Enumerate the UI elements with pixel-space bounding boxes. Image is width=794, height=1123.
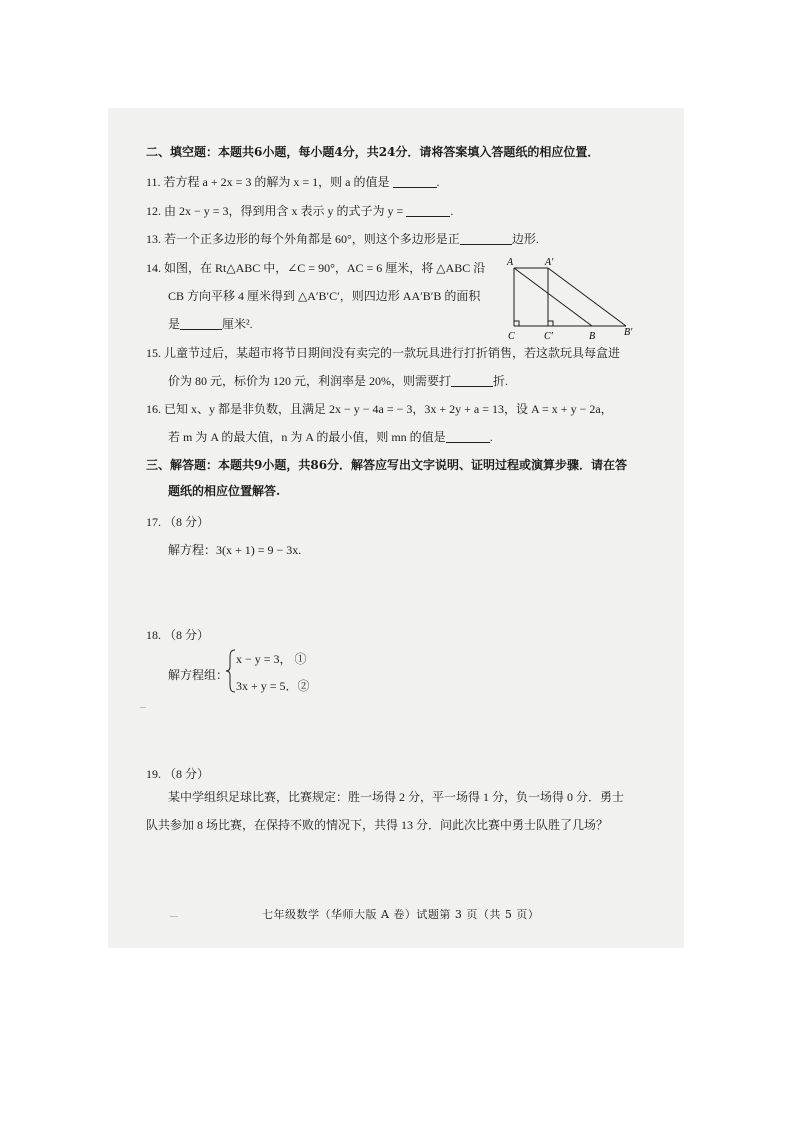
right-angle-mark-cprime bbox=[548, 321, 553, 326]
scan-mark bbox=[140, 707, 146, 708]
question-18-title: 18. （8 分） bbox=[146, 628, 210, 642]
question-14-prefix: 是 bbox=[168, 317, 181, 331]
scan-mark bbox=[170, 916, 178, 917]
label-c-prime: C′ bbox=[544, 331, 553, 342]
question-11-text: 11. 若方程 a + 2x = 3 的解为 x = 1，则 a 的值是 bbox=[146, 175, 390, 189]
question-12-text: 12. 由 2x − y = 3，得到用含 x 表示 y 的式子为 y = bbox=[146, 204, 404, 218]
answer-blank bbox=[460, 232, 512, 245]
section-3-header-line-2: 题纸的相应位置解答. bbox=[168, 484, 281, 498]
question-14-line-2: CB 方向平移 4 厘米得到 △A′B′C′，则四边形 AA′B′B 的面积 bbox=[168, 289, 481, 303]
question-14-suffix: 厘米². bbox=[222, 317, 253, 331]
translation-figure bbox=[500, 254, 650, 346]
answer-blank bbox=[451, 374, 493, 387]
page-footer: 七年级数学（华师大版 A 卷）试题第 3 页（共 5 页） bbox=[262, 908, 540, 921]
question-16-line-1: 16. 已知 x、y 都是非负数，且满足 2x − y − 4a = − 3，3x + 2y + a = 13，设 A = x + y − 2a， bbox=[146, 402, 613, 416]
segment-ab bbox=[514, 268, 592, 326]
question-16-suffix: . bbox=[489, 430, 493, 444]
question-15-line-2 bbox=[168, 373, 508, 389]
section-3-header-line-1: 三、解答题：本题共9小题，共86分．解答应写出文字说明、证明过程或演算步骤．请在答 bbox=[146, 458, 628, 472]
label-c: C bbox=[508, 331, 515, 342]
question-19-line-2: 队共参加 8 场比赛，在保持不败的情况下，共得 13 分．问此次比赛中勇士队胜了几场？ bbox=[146, 818, 609, 832]
question-13 bbox=[146, 231, 539, 247]
section-2-header: 二、填空题：本题共6小题，每小题4分，共24分．请将答案填入答题纸的相应位置． bbox=[146, 145, 600, 159]
question-15-suffix: 折. bbox=[493, 374, 509, 388]
question-16-line-2 bbox=[168, 429, 493, 445]
answer-blank bbox=[446, 430, 490, 443]
question-12 bbox=[146, 203, 453, 219]
answer-blank bbox=[393, 175, 437, 188]
label-a-prime: A′ bbox=[545, 257, 554, 268]
question-16-prefix: 若 m 为 A 的最大值，n 为 A 的最小值，则 mn 的值是 bbox=[168, 430, 446, 444]
question-14-line-1: 14. 如图，在 Rt△ABC 中，∠C = 90°，AC = 6 厘米，将 △ABC 沿 bbox=[146, 261, 486, 275]
label-b: B bbox=[589, 331, 596, 342]
equation-2: 3x + y = 5．② bbox=[236, 679, 310, 693]
segment-aprime-bprime bbox=[548, 268, 626, 326]
right-angle-mark-c bbox=[514, 321, 519, 326]
answer-blank bbox=[180, 317, 222, 330]
question-14-line-3 bbox=[168, 316, 253, 332]
label-b-prime: B′ bbox=[624, 327, 633, 338]
question-11 bbox=[146, 174, 440, 190]
equation-1: x − y = 3， ① bbox=[236, 652, 307, 666]
question-11-tail: . bbox=[436, 175, 440, 189]
question-17-title: 17. （8 分） bbox=[146, 515, 210, 529]
question-17-body: 解方程：3(x + 1) = 9 − 3x. bbox=[168, 543, 302, 557]
question-13-text: 13. 若一个正多边形的每个外角都是 60°，则这个多边形是正 bbox=[146, 232, 460, 246]
question-13-tail: 边形. bbox=[511, 232, 539, 246]
question-19-line-1: 某中学组织足球比赛，比赛规定：胜一场得 2 分，平一场得 1 分，负一场得 0 分．勇士 bbox=[168, 790, 625, 804]
question-18-label: 解方程组： bbox=[168, 668, 229, 682]
question-15-line-1: 15. 儿童节过后，某超市将节日期间没有卖完的一款玩具进行打折销售，若这款玩具每盒进 bbox=[146, 346, 621, 360]
answer-blank bbox=[406, 204, 450, 217]
question-15-prefix: 价为 80 元，标价为 120 元，利润率是 20%，则需要打 bbox=[168, 374, 451, 388]
question-12-tail: . bbox=[450, 204, 454, 218]
question-19-title: 19. （8 分） bbox=[146, 767, 210, 781]
label-a: A bbox=[507, 257, 514, 268]
